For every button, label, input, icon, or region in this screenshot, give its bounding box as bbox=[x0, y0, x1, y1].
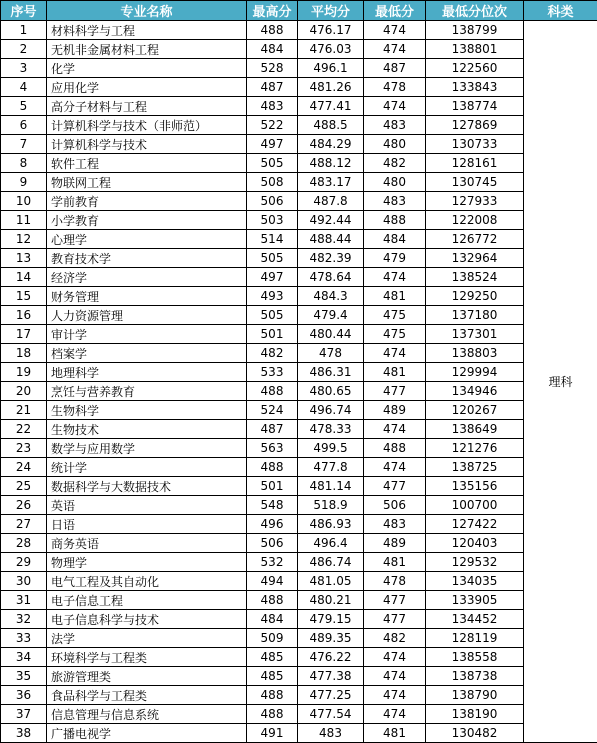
average-score: 481.05 bbox=[298, 572, 364, 591]
min-score: 482 bbox=[364, 154, 426, 173]
min-rank: 122008 bbox=[426, 211, 524, 230]
table-body bbox=[1, 21, 597, 743]
average-score: 477.25 bbox=[298, 686, 364, 705]
max-score: 505 bbox=[247, 249, 298, 268]
min-rank: 138774 bbox=[426, 97, 524, 116]
table-row bbox=[1, 192, 597, 211]
row-index: 21 bbox=[1, 401, 47, 420]
min-rank: 134035 bbox=[426, 572, 524, 591]
table-row bbox=[1, 59, 597, 78]
min-score: 480 bbox=[364, 173, 426, 192]
average-score: 487.8 bbox=[298, 192, 364, 211]
max-score: 488 bbox=[247, 458, 298, 477]
max-score: 497 bbox=[247, 135, 298, 154]
min-score: 474 bbox=[364, 40, 426, 59]
max-score: 548 bbox=[247, 496, 298, 515]
major-name: 计算机科学与技术（非师范） bbox=[47, 116, 247, 135]
table-row bbox=[1, 401, 597, 420]
average-score: 482.39 bbox=[298, 249, 364, 268]
major-name: 信息管理与信息系统 bbox=[47, 705, 247, 724]
min-score: 474 bbox=[364, 667, 426, 686]
row-index: 5 bbox=[1, 97, 47, 116]
major-name: 数据科学与大数据技术 bbox=[47, 477, 247, 496]
table-row bbox=[1, 496, 597, 515]
table-row bbox=[1, 458, 597, 477]
min-rank: 120267 bbox=[426, 401, 524, 420]
major-name: 应用化学 bbox=[47, 78, 247, 97]
major-name: 电子信息工程 bbox=[47, 591, 247, 610]
max-score: 501 bbox=[247, 477, 298, 496]
min-score: 481 bbox=[364, 724, 426, 743]
average-score: 480.65 bbox=[298, 382, 364, 401]
min-rank: 138524 bbox=[426, 268, 524, 287]
min-rank: 135156 bbox=[426, 477, 524, 496]
min-score: 488 bbox=[364, 211, 426, 230]
major-name: 日语 bbox=[47, 515, 247, 534]
max-score: 488 bbox=[247, 382, 298, 401]
average-score: 496.74 bbox=[298, 401, 364, 420]
min-rank: 120403 bbox=[426, 534, 524, 553]
min-score: 489 bbox=[364, 534, 426, 553]
major-name: 审计学 bbox=[47, 325, 247, 344]
max-score: 505 bbox=[247, 306, 298, 325]
min-score: 477 bbox=[364, 591, 426, 610]
min-rank: 129250 bbox=[426, 287, 524, 306]
average-score: 479.4 bbox=[298, 306, 364, 325]
min-rank: 126772 bbox=[426, 230, 524, 249]
max-score: 488 bbox=[247, 686, 298, 705]
min-score: 481 bbox=[364, 363, 426, 382]
table-row bbox=[1, 477, 597, 496]
max-score: 488 bbox=[247, 591, 298, 610]
row-index: 4 bbox=[1, 78, 47, 97]
average-score: 488.44 bbox=[298, 230, 364, 249]
max-score: 487 bbox=[247, 78, 298, 97]
major-name: 化学 bbox=[47, 59, 247, 78]
major-name: 生物技术 bbox=[47, 420, 247, 439]
average-score: 496.1 bbox=[298, 59, 364, 78]
min-score: 484 bbox=[364, 230, 426, 249]
row-index: 7 bbox=[1, 135, 47, 154]
average-score: 477.54 bbox=[298, 705, 364, 724]
min-rank: 138725 bbox=[426, 458, 524, 477]
table-row bbox=[1, 306, 597, 325]
max-score: 514 bbox=[247, 230, 298, 249]
max-score: 497 bbox=[247, 268, 298, 287]
min-rank: 100700 bbox=[426, 496, 524, 515]
average-score: 483 bbox=[298, 724, 364, 743]
row-index: 9 bbox=[1, 173, 47, 192]
row-index: 15 bbox=[1, 287, 47, 306]
average-score: 486.31 bbox=[298, 363, 364, 382]
min-score: 477 bbox=[364, 382, 426, 401]
average-score: 478.64 bbox=[298, 268, 364, 287]
min-score: 475 bbox=[364, 306, 426, 325]
row-index: 35 bbox=[1, 667, 47, 686]
row-index: 16 bbox=[1, 306, 47, 325]
row-index: 19 bbox=[1, 363, 47, 382]
table-row bbox=[1, 648, 597, 667]
table-row bbox=[1, 515, 597, 534]
min-rank: 130482 bbox=[426, 724, 524, 743]
category-cell: 理科 bbox=[524, 21, 597, 743]
row-index: 10 bbox=[1, 192, 47, 211]
table-row bbox=[1, 667, 597, 686]
table-row bbox=[1, 135, 597, 154]
table-row bbox=[1, 78, 597, 97]
average-score: 476.22 bbox=[298, 648, 364, 667]
min-score: 477 bbox=[364, 477, 426, 496]
min-score: 474 bbox=[364, 344, 426, 363]
table-row bbox=[1, 686, 597, 705]
min-score: 474 bbox=[364, 705, 426, 724]
major-name: 经济学 bbox=[47, 268, 247, 287]
table-row bbox=[1, 591, 597, 610]
min-score: 474 bbox=[364, 648, 426, 667]
min-score: 478 bbox=[364, 572, 426, 591]
min-score: 481 bbox=[364, 287, 426, 306]
table-row bbox=[1, 40, 597, 59]
average-score: 476.03 bbox=[298, 40, 364, 59]
average-score: 477.41 bbox=[298, 97, 364, 116]
max-score: 487 bbox=[247, 420, 298, 439]
table-row bbox=[1, 572, 597, 591]
row-index: 37 bbox=[1, 705, 47, 724]
min-rank: 137301 bbox=[426, 325, 524, 344]
major-name: 旅游管理类 bbox=[47, 667, 247, 686]
min-rank: 138558 bbox=[426, 648, 524, 667]
min-score: 475 bbox=[364, 325, 426, 344]
min-rank: 128161 bbox=[426, 154, 524, 173]
min-rank: 133905 bbox=[426, 591, 524, 610]
min-score: 474 bbox=[364, 420, 426, 439]
min-score: 474 bbox=[364, 97, 426, 116]
table-row bbox=[1, 97, 597, 116]
header-min-score: 最低分 bbox=[364, 1, 426, 21]
table-row bbox=[1, 268, 597, 287]
average-score: 477.8 bbox=[298, 458, 364, 477]
average-score: 489.35 bbox=[298, 629, 364, 648]
table-row bbox=[1, 705, 597, 724]
average-score: 483.17 bbox=[298, 173, 364, 192]
average-score: 478 bbox=[298, 344, 364, 363]
min-rank: 134946 bbox=[426, 382, 524, 401]
header-row bbox=[1, 1, 597, 21]
max-score: 491 bbox=[247, 724, 298, 743]
table-row bbox=[1, 553, 597, 572]
max-score: 494 bbox=[247, 572, 298, 591]
row-index: 32 bbox=[1, 610, 47, 629]
table-row bbox=[1, 382, 597, 401]
table-row bbox=[1, 724, 597, 743]
min-score: 483 bbox=[364, 116, 426, 135]
row-index: 26 bbox=[1, 496, 47, 515]
major-name: 人力资源管理 bbox=[47, 306, 247, 325]
row-index: 6 bbox=[1, 116, 47, 135]
major-name: 材料科学与工程 bbox=[47, 21, 247, 40]
min-score: 506 bbox=[364, 496, 426, 515]
major-name: 环境科学与工程类 bbox=[47, 648, 247, 667]
row-index: 2 bbox=[1, 40, 47, 59]
row-index: 36 bbox=[1, 686, 47, 705]
min-score: 474 bbox=[364, 686, 426, 705]
max-score: 522 bbox=[247, 116, 298, 135]
min-score: 474 bbox=[364, 458, 426, 477]
major-name: 电子信息科学与技术 bbox=[47, 610, 247, 629]
max-score: 485 bbox=[247, 648, 298, 667]
average-score: 478.33 bbox=[298, 420, 364, 439]
major-name: 高分子材料与工程 bbox=[47, 97, 247, 116]
table-row bbox=[1, 21, 597, 40]
row-index: 14 bbox=[1, 268, 47, 287]
min-rank: 138190 bbox=[426, 705, 524, 724]
max-score: 506 bbox=[247, 534, 298, 553]
max-score: 509 bbox=[247, 629, 298, 648]
min-score: 477 bbox=[364, 610, 426, 629]
row-index: 1 bbox=[1, 21, 47, 40]
min-score: 489 bbox=[364, 401, 426, 420]
major-name: 物联网工程 bbox=[47, 173, 247, 192]
min-score: 483 bbox=[364, 515, 426, 534]
average-score: 484.29 bbox=[298, 135, 364, 154]
header-min-rank: 最低分位次 bbox=[426, 1, 524, 21]
min-rank: 130745 bbox=[426, 173, 524, 192]
row-index: 17 bbox=[1, 325, 47, 344]
table-row bbox=[1, 211, 597, 230]
table-row bbox=[1, 439, 597, 458]
min-score: 478 bbox=[364, 78, 426, 97]
row-index: 25 bbox=[1, 477, 47, 496]
major-name: 计算机科学与技术 bbox=[47, 135, 247, 154]
table-row bbox=[1, 154, 597, 173]
major-name: 食品科学与工程类 bbox=[47, 686, 247, 705]
major-name: 档案学 bbox=[47, 344, 247, 363]
average-score: 518.9 bbox=[298, 496, 364, 515]
row-index: 27 bbox=[1, 515, 47, 534]
average-score: 476.17 bbox=[298, 21, 364, 40]
min-score: 487 bbox=[364, 59, 426, 78]
major-name: 法学 bbox=[47, 629, 247, 648]
average-score: 486.74 bbox=[298, 553, 364, 572]
min-rank: 137180 bbox=[426, 306, 524, 325]
max-score: 532 bbox=[247, 553, 298, 572]
min-rank: 133843 bbox=[426, 78, 524, 97]
min-rank: 128119 bbox=[426, 629, 524, 648]
major-name: 学前教育 bbox=[47, 192, 247, 211]
min-rank: 121276 bbox=[426, 439, 524, 458]
table-row bbox=[1, 629, 597, 648]
table-row bbox=[1, 230, 597, 249]
min-rank: 129532 bbox=[426, 553, 524, 572]
max-score: 505 bbox=[247, 154, 298, 173]
average-score: 496.4 bbox=[298, 534, 364, 553]
min-score: 474 bbox=[364, 21, 426, 40]
major-name: 小学教育 bbox=[47, 211, 247, 230]
max-score: 533 bbox=[247, 363, 298, 382]
max-score: 482 bbox=[247, 344, 298, 363]
row-index: 3 bbox=[1, 59, 47, 78]
min-rank: 129994 bbox=[426, 363, 524, 382]
table-row bbox=[1, 249, 597, 268]
row-index: 11 bbox=[1, 211, 47, 230]
row-index: 34 bbox=[1, 648, 47, 667]
max-score: 528 bbox=[247, 59, 298, 78]
row-index: 24 bbox=[1, 458, 47, 477]
row-index: 31 bbox=[1, 591, 47, 610]
row-index: 20 bbox=[1, 382, 47, 401]
major-name: 物理学 bbox=[47, 553, 247, 572]
row-index: 29 bbox=[1, 553, 47, 572]
major-name: 无机非金属材料工程 bbox=[47, 40, 247, 59]
min-rank: 127869 bbox=[426, 116, 524, 135]
min-score: 479 bbox=[364, 249, 426, 268]
max-score: 563 bbox=[247, 439, 298, 458]
min-score: 480 bbox=[364, 135, 426, 154]
major-name: 商务英语 bbox=[47, 534, 247, 553]
row-index: 30 bbox=[1, 572, 47, 591]
row-index: 13 bbox=[1, 249, 47, 268]
min-rank: 138790 bbox=[426, 686, 524, 705]
row-index: 23 bbox=[1, 439, 47, 458]
header-major-name: 专业名称 bbox=[47, 1, 247, 21]
min-rank: 122560 bbox=[426, 59, 524, 78]
min-rank: 134452 bbox=[426, 610, 524, 629]
average-score: 486.93 bbox=[298, 515, 364, 534]
average-score: 481.14 bbox=[298, 477, 364, 496]
average-score: 488.12 bbox=[298, 154, 364, 173]
major-name: 生物科学 bbox=[47, 401, 247, 420]
min-rank: 130733 bbox=[426, 135, 524, 154]
max-score: 524 bbox=[247, 401, 298, 420]
row-index: 12 bbox=[1, 230, 47, 249]
average-score: 480.21 bbox=[298, 591, 364, 610]
max-score: 493 bbox=[247, 287, 298, 306]
min-score: 481 bbox=[364, 553, 426, 572]
min-rank: 127933 bbox=[426, 192, 524, 211]
average-score: 488.5 bbox=[298, 116, 364, 135]
major-name: 烹饪与营养教育 bbox=[47, 382, 247, 401]
table-row bbox=[1, 610, 597, 629]
header-average-score: 平均分 bbox=[298, 1, 364, 21]
min-rank: 138799 bbox=[426, 21, 524, 40]
table-row bbox=[1, 287, 597, 306]
row-index: 22 bbox=[1, 420, 47, 439]
average-score: 480.44 bbox=[298, 325, 364, 344]
major-name: 统计学 bbox=[47, 458, 247, 477]
row-index: 38 bbox=[1, 724, 47, 743]
min-rank: 138801 bbox=[426, 40, 524, 59]
max-score: 488 bbox=[247, 21, 298, 40]
max-score: 501 bbox=[247, 325, 298, 344]
min-score: 482 bbox=[364, 629, 426, 648]
major-name: 数学与应用数学 bbox=[47, 439, 247, 458]
table-row bbox=[1, 420, 597, 439]
table-row bbox=[1, 534, 597, 553]
min-rank: 138738 bbox=[426, 667, 524, 686]
max-score: 506 bbox=[247, 192, 298, 211]
max-score: 485 bbox=[247, 667, 298, 686]
min-score: 488 bbox=[364, 439, 426, 458]
min-rank: 138649 bbox=[426, 420, 524, 439]
major-name: 广播电视学 bbox=[47, 724, 247, 743]
table-row bbox=[1, 325, 597, 344]
average-score: 484.3 bbox=[298, 287, 364, 306]
header-category: 科类 bbox=[524, 1, 597, 21]
major-name: 财务管理 bbox=[47, 287, 247, 306]
row-index: 18 bbox=[1, 344, 47, 363]
max-score: 503 bbox=[247, 211, 298, 230]
average-score: 499.5 bbox=[298, 439, 364, 458]
table-row bbox=[1, 363, 597, 382]
major-name: 电气工程及其自动化 bbox=[47, 572, 247, 591]
min-rank: 138803 bbox=[426, 344, 524, 363]
major-name: 英语 bbox=[47, 496, 247, 515]
header-max-score: 最高分 bbox=[247, 1, 298, 21]
max-score: 508 bbox=[247, 173, 298, 192]
average-score: 492.44 bbox=[298, 211, 364, 230]
header-index: 序号 bbox=[1, 1, 47, 21]
max-score: 496 bbox=[247, 515, 298, 534]
min-rank: 127422 bbox=[426, 515, 524, 534]
row-index: 8 bbox=[1, 154, 47, 173]
table-row bbox=[1, 344, 597, 363]
major-name: 软件工程 bbox=[47, 154, 247, 173]
max-score: 488 bbox=[247, 705, 298, 724]
min-score: 483 bbox=[364, 192, 426, 211]
row-index: 28 bbox=[1, 534, 47, 553]
major-name: 教育技术学 bbox=[47, 249, 247, 268]
max-score: 484 bbox=[247, 40, 298, 59]
average-score: 481.26 bbox=[298, 78, 364, 97]
row-index: 33 bbox=[1, 629, 47, 648]
table-row bbox=[1, 116, 597, 135]
major-name: 心理学 bbox=[47, 230, 247, 249]
table-row bbox=[1, 173, 597, 192]
major-name: 地理科学 bbox=[47, 363, 247, 382]
min-score: 474 bbox=[364, 268, 426, 287]
min-rank: 132964 bbox=[426, 249, 524, 268]
max-score: 483 bbox=[247, 97, 298, 116]
max-score: 484 bbox=[247, 610, 298, 629]
average-score: 479.15 bbox=[298, 610, 364, 629]
average-score: 477.38 bbox=[298, 667, 364, 686]
